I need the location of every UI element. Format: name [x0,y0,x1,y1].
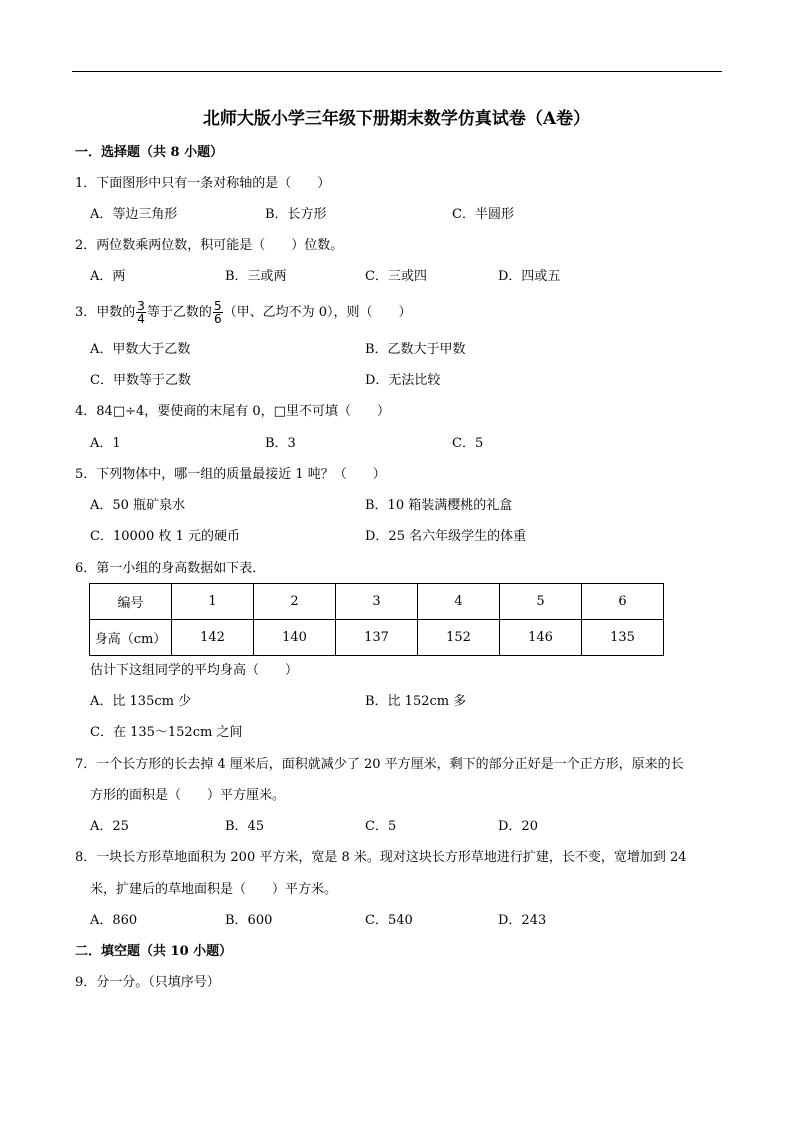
q4-option-a[interactable]: A．1 [90,436,121,451]
section-choice-heading: 一．选择题（共 8 小题） [75,145,224,160]
q3-option-b[interactable]: B．乙数大于甲数 [365,342,466,357]
q3-middle: 等于乙数的 [146,305,212,320]
q5-option-a[interactable]: A．50 瓶矿泉水 [90,498,186,513]
q2-option-b[interactable]: B．三或两 [225,269,287,284]
q8-option-b[interactable]: B．600 [225,913,273,928]
q5-option-c[interactable]: C．10000 枚 1 元的硬币 [90,529,240,544]
table-header-cell: 2 [254,584,336,620]
header-rule [72,71,722,72]
q3-option-a[interactable]: A．甲数大于乙数 [90,342,191,357]
q7-option-c[interactable]: C．5 [365,819,397,834]
q3-prefix: 3．甲数的 [75,305,136,320]
q3-suffix: （甲、乙均不为 0），则（ ） [223,305,412,320]
question-8-line2: 米，扩建后的草地面积是（ ）平方米。 [90,882,338,897]
q8-option-c[interactable]: C．540 [365,913,413,928]
q6-option-c[interactable]: C．在 135～152cm 之间 [90,725,243,740]
fraction-denominator: 4 [137,312,145,326]
q7-option-d[interactable]: D．20 [498,819,538,834]
q1-option-b[interactable]: B．长方形 [265,207,327,222]
question-3 [75,300,411,326]
q1-option-a[interactable]: A．等边三角形 [90,207,178,222]
question-7-line2: 方形的面积是（ ）平方厘米。 [90,788,286,803]
question-4: 4．84□÷4，要使商的末尾有 0，□里不可填（ ） [75,404,390,419]
page-title: 北师大版小学三年级下册期末数学仿真试卷（A卷） [202,109,591,129]
table-row [90,620,664,656]
section-fill-heading: 二．填空题（共 10 小题） [75,944,233,959]
table-cell: 140 [254,620,336,656]
table-header-cell: 编号 [90,584,172,620]
table-row-label: 身高（cm） [90,620,172,656]
fraction-3-4 [136,300,146,325]
question-5: 5．下列物体中，哪一组的质量最接近 1 吨？（ ） [75,467,386,482]
table-cell: 146 [500,620,582,656]
table-header-cell: 1 [172,584,254,620]
q4-option-c[interactable]: C．5 [452,436,484,451]
q3-option-d[interactable]: D．无法比较 [365,373,441,388]
table-cell: 152 [418,620,500,656]
question-8-line1: 8．一块长方形草地面积为 200 平方米，宽是 8 米。现对这块长方形草地进行扩建，长不变，宽增加到 24 [75,850,687,865]
table-cell: 137 [336,620,418,656]
table-header-cell: 3 [336,584,418,620]
q7-option-b[interactable]: B．45 [225,819,265,834]
table-header-cell: 5 [500,584,582,620]
q1-option-c[interactable]: C．半圆形 [452,207,514,222]
fraction-5-6 [213,300,223,325]
table-cell: 135 [582,620,664,656]
table-cell: 142 [172,620,254,656]
q4-option-b[interactable]: B．3 [265,436,296,451]
q6-question: 估计下这组同学的平均身高（ ） [90,663,299,678]
fraction-numerator: 3 [137,299,145,313]
q2-option-c[interactable]: C．三或四 [365,269,427,284]
q6-option-a[interactable]: A．比 135cm 少 [90,694,192,709]
question-7-line1: 7．一个长方形的长去掉 4 厘米后，面积就减少了 20 平方厘米，剩下的部分正好是一个正方形，原来的长 [75,757,684,772]
question-9: 9．分一分。（只填序号） [75,975,220,990]
q8-option-d[interactable]: D．243 [498,913,547,928]
fraction-denominator: 6 [213,312,222,326]
q7-option-a[interactable]: A．25 [90,819,129,834]
table-header-row [90,584,664,620]
question-2: 2．两位数乘两位数，积可能是（ ）位数。 [75,238,344,253]
q8-option-a[interactable]: A．860 [90,913,138,928]
table-header-cell: 6 [582,584,664,620]
q3-option-c[interactable]: C．甲数等于乙数 [90,373,191,388]
question-1: 1．下面图形中只有一条对称轴的是（ ） [75,176,331,191]
table-header-cell: 4 [418,584,500,620]
q6-option-b[interactable]: B．比 152cm 多 [365,694,467,709]
q2-option-a[interactable]: A．两 [90,269,126,284]
q5-option-b[interactable]: B．10 箱装满樱桃的礼盒 [365,498,513,513]
height-table [89,583,664,656]
question-6: 6．第一小组的身高数据如下表． [75,561,266,576]
q5-option-d[interactable]: D．25 名六年级学生的体重 [365,529,527,544]
q2-option-d[interactable]: D．四或五 [498,269,561,284]
fraction-numerator: 5 [213,299,222,313]
